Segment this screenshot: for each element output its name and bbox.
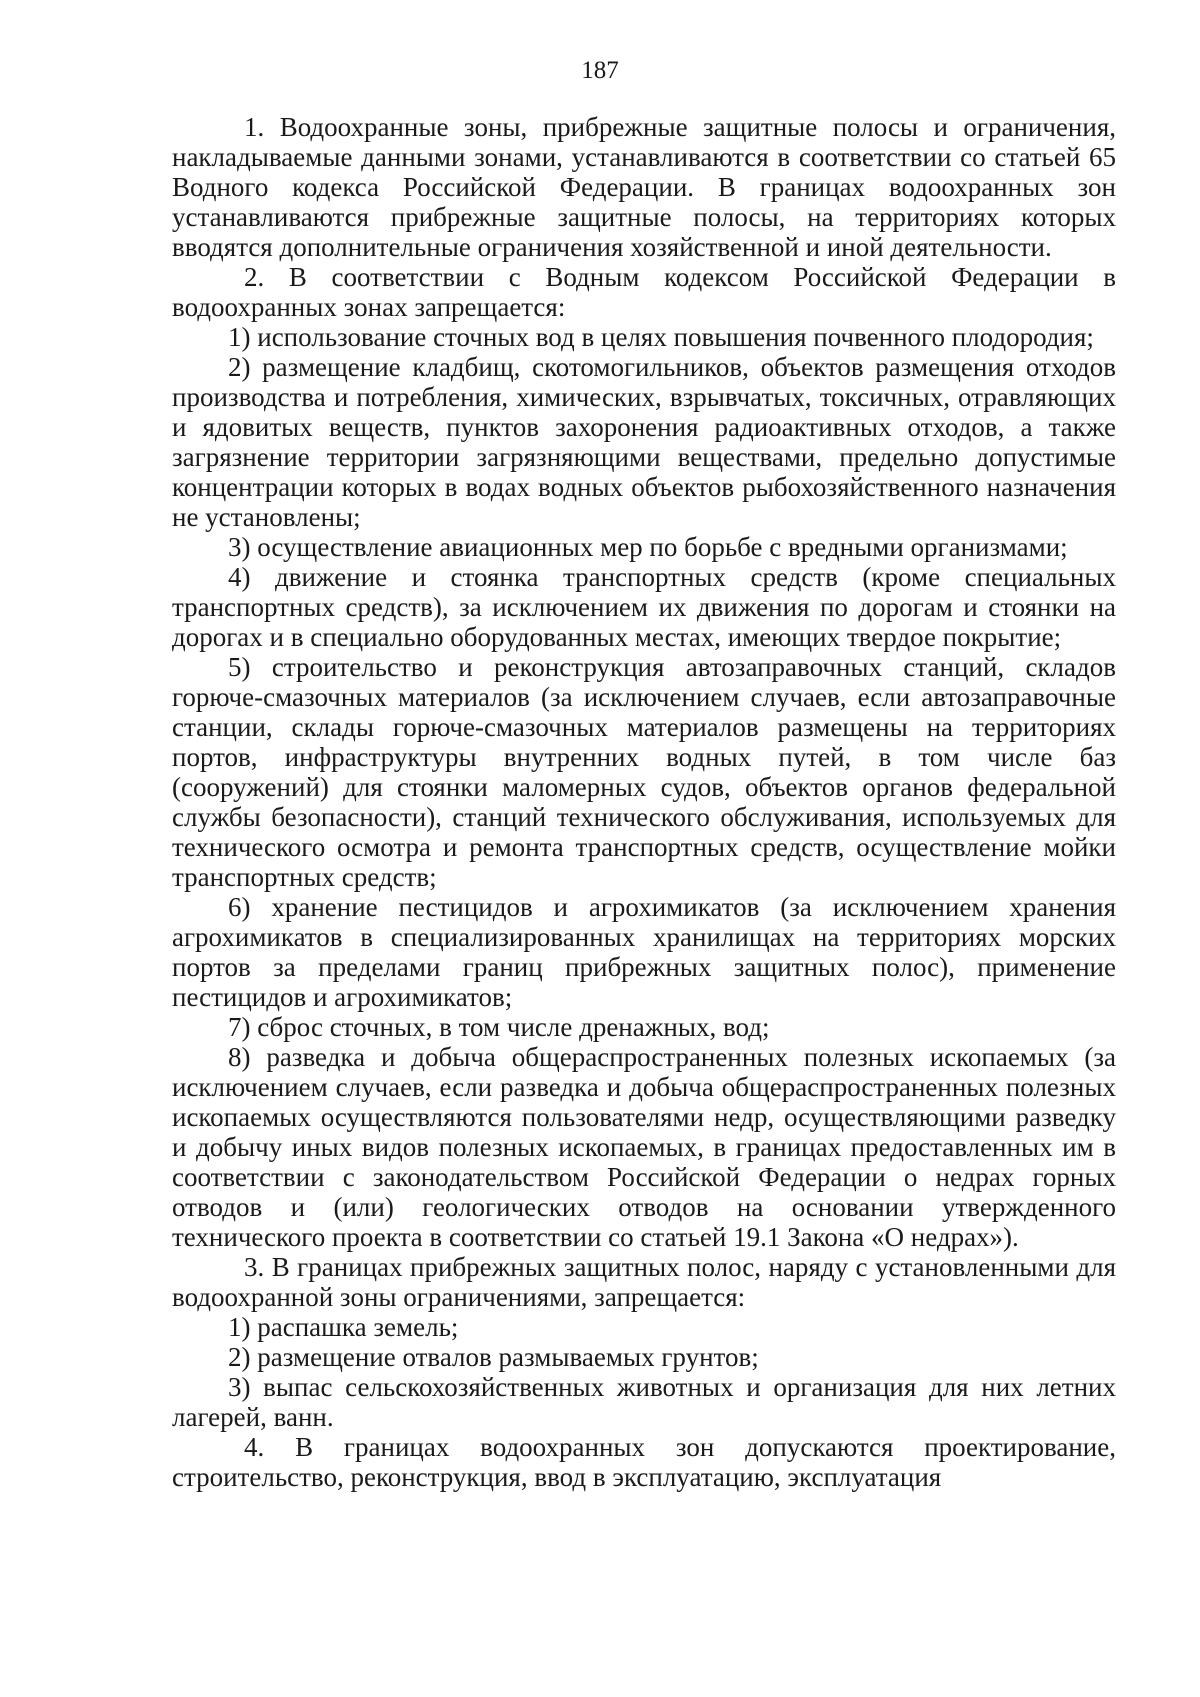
list-item: 8) разведка и добыча общераспространенных полезных ископаемых (за исключением случаев, если разведка и добыча общераспространенных полезных ископаемых осуществляются пользователями недр, осуществляющими разведку и добычу иных видов полезных ископаемых, в границах предоставленных им в соответствии с законодательством Российской Федерации о недрах горных отводов и (или) геологических отводов на основании утвержденного технического проекта в соответствии со статьей 19.1 Закона «О недрах»). [172,1042,1116,1252]
list-item: 3) осуществление авиационных мер по борьбе с вредными организмами; [228,532,1068,562]
page-number: 187 [581,57,619,84]
list-item: 1) использование сточных вод в целях повышения почвенного плодородия; [228,322,1094,352]
list-item: 1) распашка земель; [228,1312,459,1342]
list-item: 2) размещение отвалов размываемых грунтов; [228,1342,759,1372]
list-item: 2) размещение кладбищ, скотомогильников, объектов размещения отходов производства и потребления, химических, взрывчатых, токсичных, отравляющих и ядовитых веществ, пунктов захоронения радиоактивных отходов, а также загрязнение территории загрязняющими веществами, предельно допустимые концентрации которых в водах водных объектов рыбохозяйственного назначения не установлены; [172,352,1116,532]
list-item: 7) сброс сточных, в том числе дренажных, вод; [228,1012,770,1042]
paragraph-4: 4. В границах водоохранных зон допускаются проектирование, строительство, реконструкция, ввод в эксплуатацию, эксплуатация [172,1432,1116,1492]
paragraph-3: 3. В границах прибрежных защитных полос, наряду с установленными для водоохранной зоны ограничениями, запрещается: [172,1252,1116,1312]
list-item: 4) движение и стоянка транспортных средств (кроме специальных транспортных средств), за исключением их движения по дорогам и стоянки на дорогах и в специально оборудованных местах, имеющих твердое покрытие; [172,562,1116,652]
list-item: 6) хранение пестицидов и агрохимикатов (за исключением хранения агрохимикатов в специализированных хранилищах на территориях морских портов за пределами границ прибрежных защитных полос), применение пестицидов и агрохимикатов; [172,892,1116,1012]
paragraph-1: 1. Водоохранные зоны, прибрежные защитные полосы и ограничения, накладываемые данными зонами, устанавливаются в соответствии со статьей 65 Водного кодекса Российской Федерации. В границах водоохранных зон устанавливаются прибрежные защитные полосы, на территориях которых вводятся дополнительные ограничения хозяйственной и иной деятельности. [172,112,1116,262]
document-body [172,112,1116,1492]
list-item: 5) строительство и реконструкция автозаправочных станций, складов горюче-смазочных материалов (за исключением случаев, если автозаправочные станции, склады горюче-смазочных материалов размещены на территориях портов, инфраструктуры внутренних водных путей, в том числе баз (сооружений) для стоянки маломерных судов, объектов органов федеральной службы безопасности), станций технического обслуживания, используемых для технического осмотра и ремонта транспортных средств, осуществление мойки транспортных средств; [172,652,1116,892]
list-item: 3) выпас сельскохозяйственных животных и организация для них летних лагерей, ванн. [172,1372,1116,1432]
paragraph-2: 2. В соответствии с Водным кодексом Российской Федерации в водоохранных зонах запрещается: [172,262,1116,322]
